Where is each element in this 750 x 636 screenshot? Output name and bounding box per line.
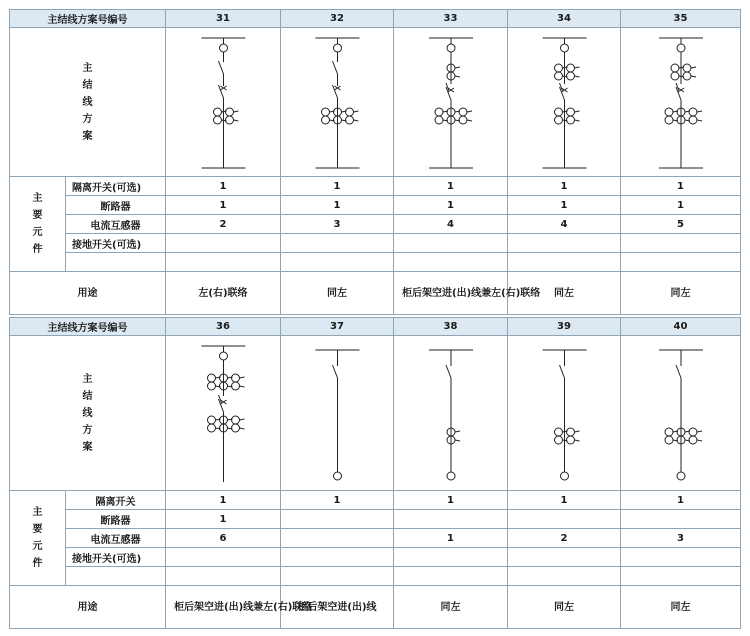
ct-count: 2 <box>166 215 281 234</box>
wiring-diagram-38 <box>394 336 508 491</box>
group-label-char: 主 <box>32 193 43 204</box>
ct-terminal-tick <box>455 431 460 432</box>
switch-gap <box>563 366 567 378</box>
single-line-diagram <box>166 336 281 490</box>
breaker-count <box>281 510 394 529</box>
breaker-count <box>394 510 508 529</box>
current-transformer-symbol <box>567 108 575 116</box>
earth-count <box>394 548 508 567</box>
single-line-diagram <box>281 28 394 176</box>
empty-cell <box>166 253 281 272</box>
scheme-number: 38 <box>394 318 508 336</box>
component-label-ct: 电流互感器 <box>66 529 166 548</box>
breaker-count: 1 <box>508 196 621 215</box>
scheme-label-char: 案 <box>82 441 93 453</box>
ct-count: 3 <box>621 529 741 548</box>
scheme-number: 34 <box>508 10 621 28</box>
single-line-diagram <box>166 28 281 176</box>
empty-cell <box>621 253 741 272</box>
scheme-label-char: 结 <box>82 390 93 402</box>
voltage-indicator-symbol <box>561 44 569 52</box>
component-label-isolator: 隔离开关(可选) <box>66 177 166 196</box>
ct-terminal-tick <box>575 76 580 77</box>
scheme-label-char: 方 <box>82 424 93 436</box>
current-transformer-symbol <box>322 116 330 124</box>
current-transformer-symbol <box>232 416 240 424</box>
group-label-char: 主 <box>32 507 43 518</box>
purpose-value: 同左 <box>394 586 508 629</box>
single-line-diagram <box>508 336 621 490</box>
scheme-number: 33 <box>394 10 508 28</box>
switch-gap <box>679 366 683 378</box>
scheme-label <box>10 336 166 491</box>
scheme-label-char: 方 <box>82 113 93 125</box>
group-label-char: 元 <box>32 541 43 552</box>
current-transformer-symbol <box>665 428 673 436</box>
breaker-count <box>621 510 741 529</box>
scheme-label <box>10 28 166 177</box>
current-transformer-symbol <box>665 116 673 124</box>
current-transformer-symbol <box>232 424 240 432</box>
scheme-table-2 <box>9 317 741 629</box>
ct-terminal-tick <box>697 111 702 112</box>
current-transformer-symbol <box>671 72 679 80</box>
ct-count: 5 <box>621 215 741 234</box>
current-transformer-symbol <box>232 382 240 390</box>
group-label-char: 件 <box>32 244 43 255</box>
header-label: 主结线方案号编号 <box>10 10 166 28</box>
purpose-value: 柜后架空进(出)线兼左(右)联络 <box>394 272 508 315</box>
wiring-diagram-33 <box>394 28 508 177</box>
switch-gap <box>222 62 226 74</box>
wiring-diagram-35 <box>621 28 741 177</box>
purpose-value: 同左 <box>621 272 741 315</box>
ct-terminal-tick <box>575 120 580 121</box>
earth-count <box>394 234 508 253</box>
ct-terminal-tick <box>354 111 359 112</box>
component-label-isolator: 隔离开关 <box>66 491 166 510</box>
current-transformer-symbol <box>214 108 222 116</box>
current-transformer-symbol <box>322 108 330 116</box>
voltage-indicator-symbol <box>447 44 455 52</box>
ct-terminal-tick <box>697 431 702 432</box>
wiring-diagram-32 <box>281 28 394 177</box>
scheme-number: 32 <box>281 10 394 28</box>
current-transformer-symbol <box>459 116 467 124</box>
isolator-count: 1 <box>394 177 508 196</box>
earth-count <box>281 234 394 253</box>
switch-gap <box>336 366 340 378</box>
earth-count <box>166 234 281 253</box>
ct-terminal-tick <box>354 120 359 121</box>
scheme-number: 37 <box>281 318 394 336</box>
earth-count <box>166 548 281 567</box>
scheme-table-1 <box>9 9 741 315</box>
current-transformer-symbol <box>567 64 575 72</box>
scheme-number: 36 <box>166 318 281 336</box>
cable-terminal-symbol <box>334 472 342 480</box>
empty-cell <box>508 253 621 272</box>
isolator-count: 1 <box>166 177 281 196</box>
ct-terminal-tick <box>455 76 460 77</box>
purpose-label: 用途 <box>10 586 166 629</box>
empty-cell <box>281 567 394 586</box>
current-transformer-symbol <box>671 64 679 72</box>
header-label: 主结线方案号编号 <box>10 318 166 336</box>
current-transformer-symbol <box>665 436 673 444</box>
scheme-number: 35 <box>621 10 741 28</box>
wiring-diagram-34 <box>508 28 621 177</box>
ct-terminal-tick <box>467 111 472 112</box>
ct-count: 3 <box>281 215 394 234</box>
wiring-diagram-39 <box>508 336 621 491</box>
current-transformer-symbol <box>232 374 240 382</box>
wiring-diagram-40 <box>621 336 741 491</box>
isolator-count: 1 <box>621 491 741 510</box>
purpose-value: 左(右)联络 <box>166 272 281 315</box>
voltage-indicator-symbol <box>220 44 228 52</box>
current-transformer-symbol <box>435 116 443 124</box>
switch-gap <box>336 62 340 74</box>
current-transformer-symbol <box>226 116 234 124</box>
scheme-label-char: 线 <box>82 96 93 108</box>
earth-count <box>508 548 621 567</box>
current-transformer-symbol <box>555 116 563 124</box>
scheme-label-char: 案 <box>82 130 93 142</box>
isolator-count: 1 <box>394 491 508 510</box>
single-line-diagram <box>394 28 508 176</box>
purpose-value: 同左 <box>621 586 741 629</box>
scheme-number: 39 <box>508 318 621 336</box>
ct-terminal-tick <box>697 440 702 441</box>
current-transformer-symbol <box>555 72 563 80</box>
ct-terminal-tick <box>575 431 580 432</box>
current-transformer-symbol <box>665 108 673 116</box>
ct-terminal-tick <box>455 440 460 441</box>
purpose-value: 同左 <box>508 272 621 315</box>
current-transformer-symbol <box>208 382 216 390</box>
current-transformer-symbol <box>567 436 575 444</box>
group-label-char: 元 <box>32 227 43 238</box>
scheme-label-char: 结 <box>82 79 93 91</box>
voltage-indicator-symbol <box>334 44 342 52</box>
purpose-value: 同左 <box>508 586 621 629</box>
empty-cell <box>394 253 508 272</box>
current-transformer-symbol <box>683 72 691 80</box>
component-label-earth: 接地开关(可选) <box>66 548 166 567</box>
ct-terminal-tick <box>234 120 239 121</box>
ct-terminal-tick <box>234 111 239 112</box>
isolator-count: 1 <box>621 177 741 196</box>
ct-terminal-tick <box>691 67 696 68</box>
current-transformer-symbol <box>689 428 697 436</box>
group-label-char: 件 <box>32 558 43 569</box>
breaker-count: 1 <box>166 196 281 215</box>
isolator-count: 1 <box>281 491 394 510</box>
scheme-number: 31 <box>166 10 281 28</box>
voltage-indicator-symbol <box>677 44 685 52</box>
ct-terminal-tick <box>240 428 245 429</box>
empty-cell <box>508 567 621 586</box>
component-label-earth: 接地开关(可选) <box>66 234 166 253</box>
current-transformer-symbol <box>555 64 563 72</box>
current-transformer-symbol <box>567 72 575 80</box>
single-line-diagram <box>621 28 741 176</box>
ct-terminal-tick <box>455 67 460 68</box>
current-transformer-symbol <box>689 108 697 116</box>
single-line-diagram <box>281 336 394 490</box>
current-transformer-symbol <box>555 436 563 444</box>
group-label-char: 要 <box>32 524 43 535</box>
switch-gap <box>449 366 453 378</box>
single-line-diagram <box>621 336 741 490</box>
ct-terminal-tick <box>575 440 580 441</box>
current-transformer-symbol <box>459 108 467 116</box>
isolator-count: 1 <box>508 177 621 196</box>
ct-terminal-tick <box>697 120 702 121</box>
cable-terminal-symbol <box>447 472 455 480</box>
empty-cell <box>394 567 508 586</box>
breaker-count: 1 <box>281 196 394 215</box>
empty-cell <box>166 567 281 586</box>
cable-terminal-symbol <box>677 472 685 480</box>
purpose-value: 柜后架空进(出)线兼左(右)联络 <box>166 586 281 629</box>
ct-terminal-tick <box>240 377 245 378</box>
component-group-label <box>10 491 66 586</box>
current-transformer-symbol <box>208 424 216 432</box>
purpose-label: 用途 <box>10 272 166 315</box>
cable-terminal-symbol <box>561 472 569 480</box>
current-transformer-symbol <box>346 108 354 116</box>
ct-count: 4 <box>508 215 621 234</box>
empty-cell <box>281 253 394 272</box>
current-transformer-symbol <box>683 64 691 72</box>
purpose-value: 同左 <box>281 272 394 315</box>
breaker-count: 1 <box>621 196 741 215</box>
current-transformer-symbol <box>435 108 443 116</box>
current-transformer-symbol <box>208 416 216 424</box>
breaker-count <box>508 510 621 529</box>
single-line-diagram <box>508 28 621 176</box>
earth-count <box>621 548 741 567</box>
current-transformer-symbol <box>555 428 563 436</box>
wiring-diagram-31 <box>166 28 281 177</box>
breaker-count: 1 <box>166 510 281 529</box>
wiring-diagram-37 <box>281 336 394 491</box>
ct-terminal-tick <box>240 386 245 387</box>
group-label-char: 要 <box>32 210 43 221</box>
purpose-value: 柜后架空进(出)线 <box>281 586 394 629</box>
empty-cell <box>66 567 166 586</box>
current-transformer-symbol <box>567 116 575 124</box>
component-group-label <box>10 177 66 272</box>
breaker-count: 1 <box>394 196 508 215</box>
ct-terminal-tick <box>240 419 245 420</box>
scheme-label-char: 主 <box>82 62 93 74</box>
earth-count <box>508 234 621 253</box>
wiring-diagram-36 <box>166 336 281 491</box>
ct-terminal-tick <box>691 76 696 77</box>
current-transformer-symbol <box>689 436 697 444</box>
current-transformer-symbol <box>689 116 697 124</box>
current-transformer-symbol <box>555 108 563 116</box>
current-transformer-symbol <box>346 116 354 124</box>
current-transformer-symbol <box>226 108 234 116</box>
ct-count <box>281 529 394 548</box>
current-transformer-symbol <box>567 428 575 436</box>
empty-cell <box>621 567 741 586</box>
isolator-count: 1 <box>508 491 621 510</box>
scheme-label-char: 主 <box>82 373 93 385</box>
voltage-indicator-symbol <box>220 352 228 360</box>
current-transformer-symbol <box>208 374 216 382</box>
ct-terminal-tick <box>575 67 580 68</box>
scheme-number: 40 <box>621 318 741 336</box>
ct-count: 4 <box>394 215 508 234</box>
ct-count: 2 <box>508 529 621 548</box>
isolator-count: 1 <box>166 491 281 510</box>
component-label-ct: 电流互感器 <box>66 215 166 234</box>
single-line-diagram <box>394 336 508 490</box>
earth-count <box>281 548 394 567</box>
component-label-breaker: 断路器 <box>66 510 166 529</box>
ct-count: 6 <box>166 529 281 548</box>
empty-cell <box>66 253 166 272</box>
current-transformer-symbol <box>214 116 222 124</box>
earth-count <box>621 234 741 253</box>
component-label-breaker: 断路器 <box>66 196 166 215</box>
ct-terminal-tick <box>467 120 472 121</box>
ct-count: 1 <box>394 529 508 548</box>
isolator-count: 1 <box>281 177 394 196</box>
ct-terminal-tick <box>575 111 580 112</box>
scheme-label-char: 线 <box>82 407 93 419</box>
